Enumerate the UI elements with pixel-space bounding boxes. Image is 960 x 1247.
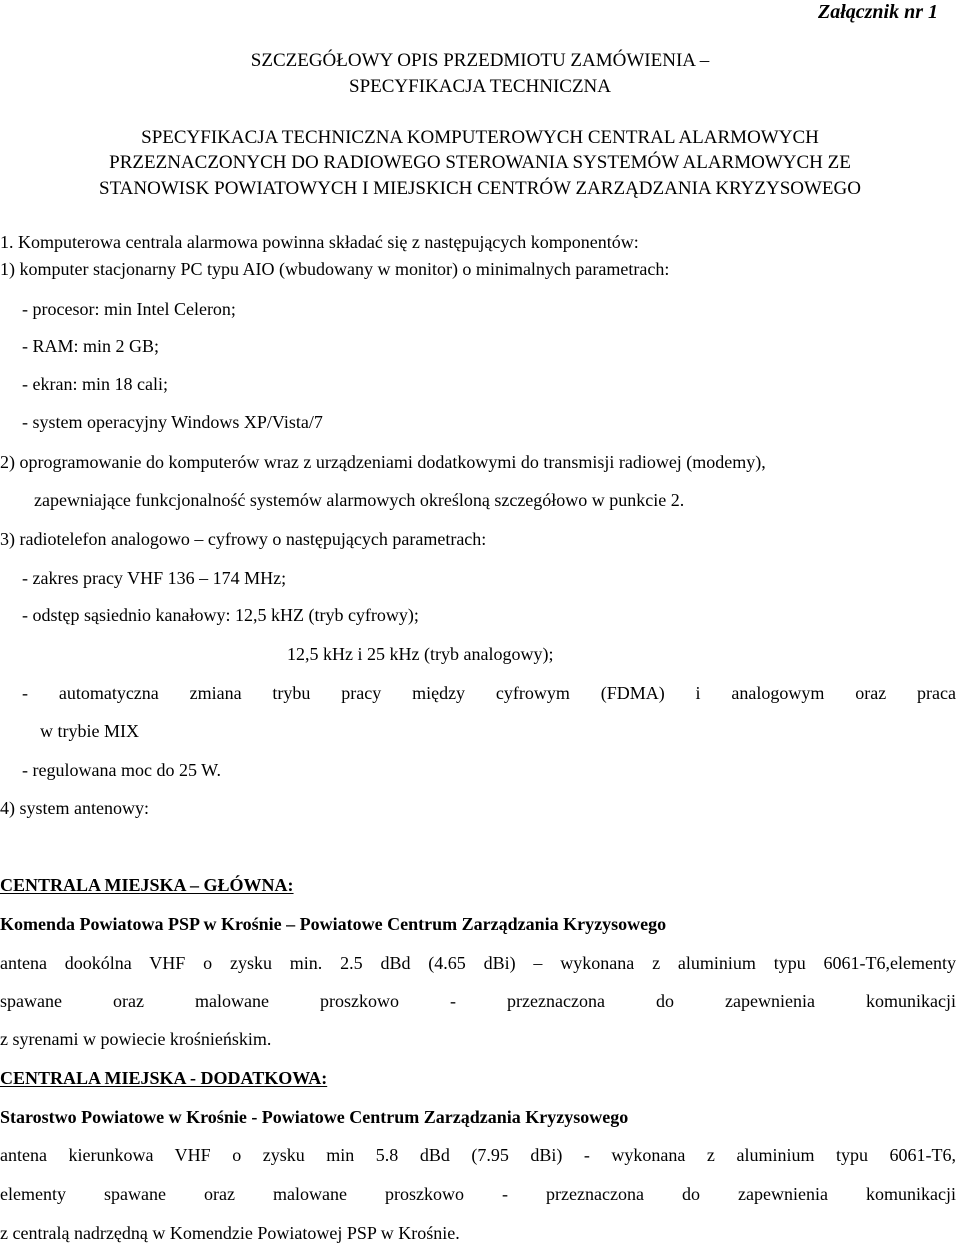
additional-center-antenna-line1: antena kierunkowa VHF o zysku min 5.8 dBd (7.95 dBi) - wykonana z aluminium typu 6061-T6, — [0, 1145, 956, 1165]
main-center-heading: CENTRALA MIEJSKA – GŁÓWNA: — [0, 875, 294, 895]
main-center-antenna-line1: antena dookólna VHF o zysku min. 2.5 dBd (4.65 dBi) – wykonana z aluminium typu 6061-T6,elementy — [0, 953, 956, 973]
item3-radio: 3) radiotelefon analogowo – cyfrowy o następujących parametrach: — [0, 529, 487, 549]
radio-power: - regulowana moc do 25 W. — [22, 760, 221, 780]
radio-auto-mode-line2: w trybie MIX — [40, 721, 139, 741]
additional-center-antenna-line3: z centralą nadrzędną w Komendzie Powiatowej PSP w Krośnie. — [0, 1223, 460, 1243]
document-title-line1: SZCZEGÓŁOWY OPIS PRZEDMIOTU ZAMÓWIENIA – — [250, 50, 710, 71]
additional-center-org: Starostwo Powiatowe w Krośnie - Powiatowe Centrum Zarządzania Kryzysowego — [0, 1107, 629, 1127]
item2-software-line1: 2) oprogramowanie do komputerów wraz z urządzeniami dodatkowymi do transmisji radiowej (modemy), — [0, 452, 766, 472]
subtitle-line2: PRZEZNACZONYCH DO RADIOWEGO STEROWANIA SYSTEMÓW ALARMOWYCH ZE — [109, 152, 851, 173]
main-center-org: Komenda Powiatowa PSP w Krośnie – Powiatowe Centrum Zarządzania Kryzysowego — [0, 914, 667, 934]
item4-antenna-system: 4) system antenowy: — [0, 798, 149, 818]
item1-computer: 1) komputer stacjonarny PC typu AIO (wbudowany w monitor) o minimalnych parametrach: — [0, 259, 670, 279]
param-screen: - ekran: min 18 cali; — [22, 374, 168, 394]
subtitle-line1: SPECYFIKACJA TECHNICZNA KOMPUTEROWYCH CENTRAL ALARMOWYCH — [141, 127, 819, 148]
param-os: - system operacyjny Windows XP/Vista/7 — [22, 412, 323, 432]
section1-intro: 1. Komputerowa centrala alarmowa powinna składać się z następujących komponentów: — [0, 232, 639, 252]
subtitle-line3: STANOWISK POWIATOWYCH I MIEJSKICH CENTRÓW ZARZĄDZANIA KRYZYSOWEGO — [99, 178, 861, 199]
radio-spacing-analog: 12,5 kHz i 25 kHz (tryb analogowy); — [287, 644, 554, 664]
document-title-line2: SPECYFIKACJA TECHNICZNA — [349, 76, 611, 97]
item2-software-line2: zapewniające funkcjonalność systemów alarmowych określoną szczegółowo w punkcie 2. — [34, 490, 685, 510]
param-ram: - RAM: min 2 GB; — [22, 336, 160, 356]
radio-range: - zakres pracy VHF 136 – 174 MHz; — [22, 568, 287, 588]
radio-spacing-digital: - odstęp sąsiednio kanałowy: 12,5 kHZ (tryb cyfrowy); — [22, 605, 419, 625]
radio-auto-mode-line1: - automatyczna zmiana trybu pracy między cyfrowym (FDMA) i analogowym oraz praca — [22, 683, 956, 703]
additional-center-heading: CENTRALA MIEJSKA - DODATKOWA: — [0, 1068, 328, 1088]
main-center-antenna-line3: z syrenami w powiecie krośnieńskim. — [0, 1029, 272, 1049]
param-processor: - procesor: min Intel Celeron; — [22, 299, 236, 319]
additional-center-antenna-line2: elementy spawane oraz malowane proszkowo - przeznaczona do zapewnienia komunikacji — [0, 1184, 956, 1204]
annex-label: Załącznik nr 1 — [818, 1, 939, 23]
main-center-antenna-line2: spawane oraz malowane proszkowo - przeznaczona do zapewnienia komunikacji — [0, 991, 956, 1011]
